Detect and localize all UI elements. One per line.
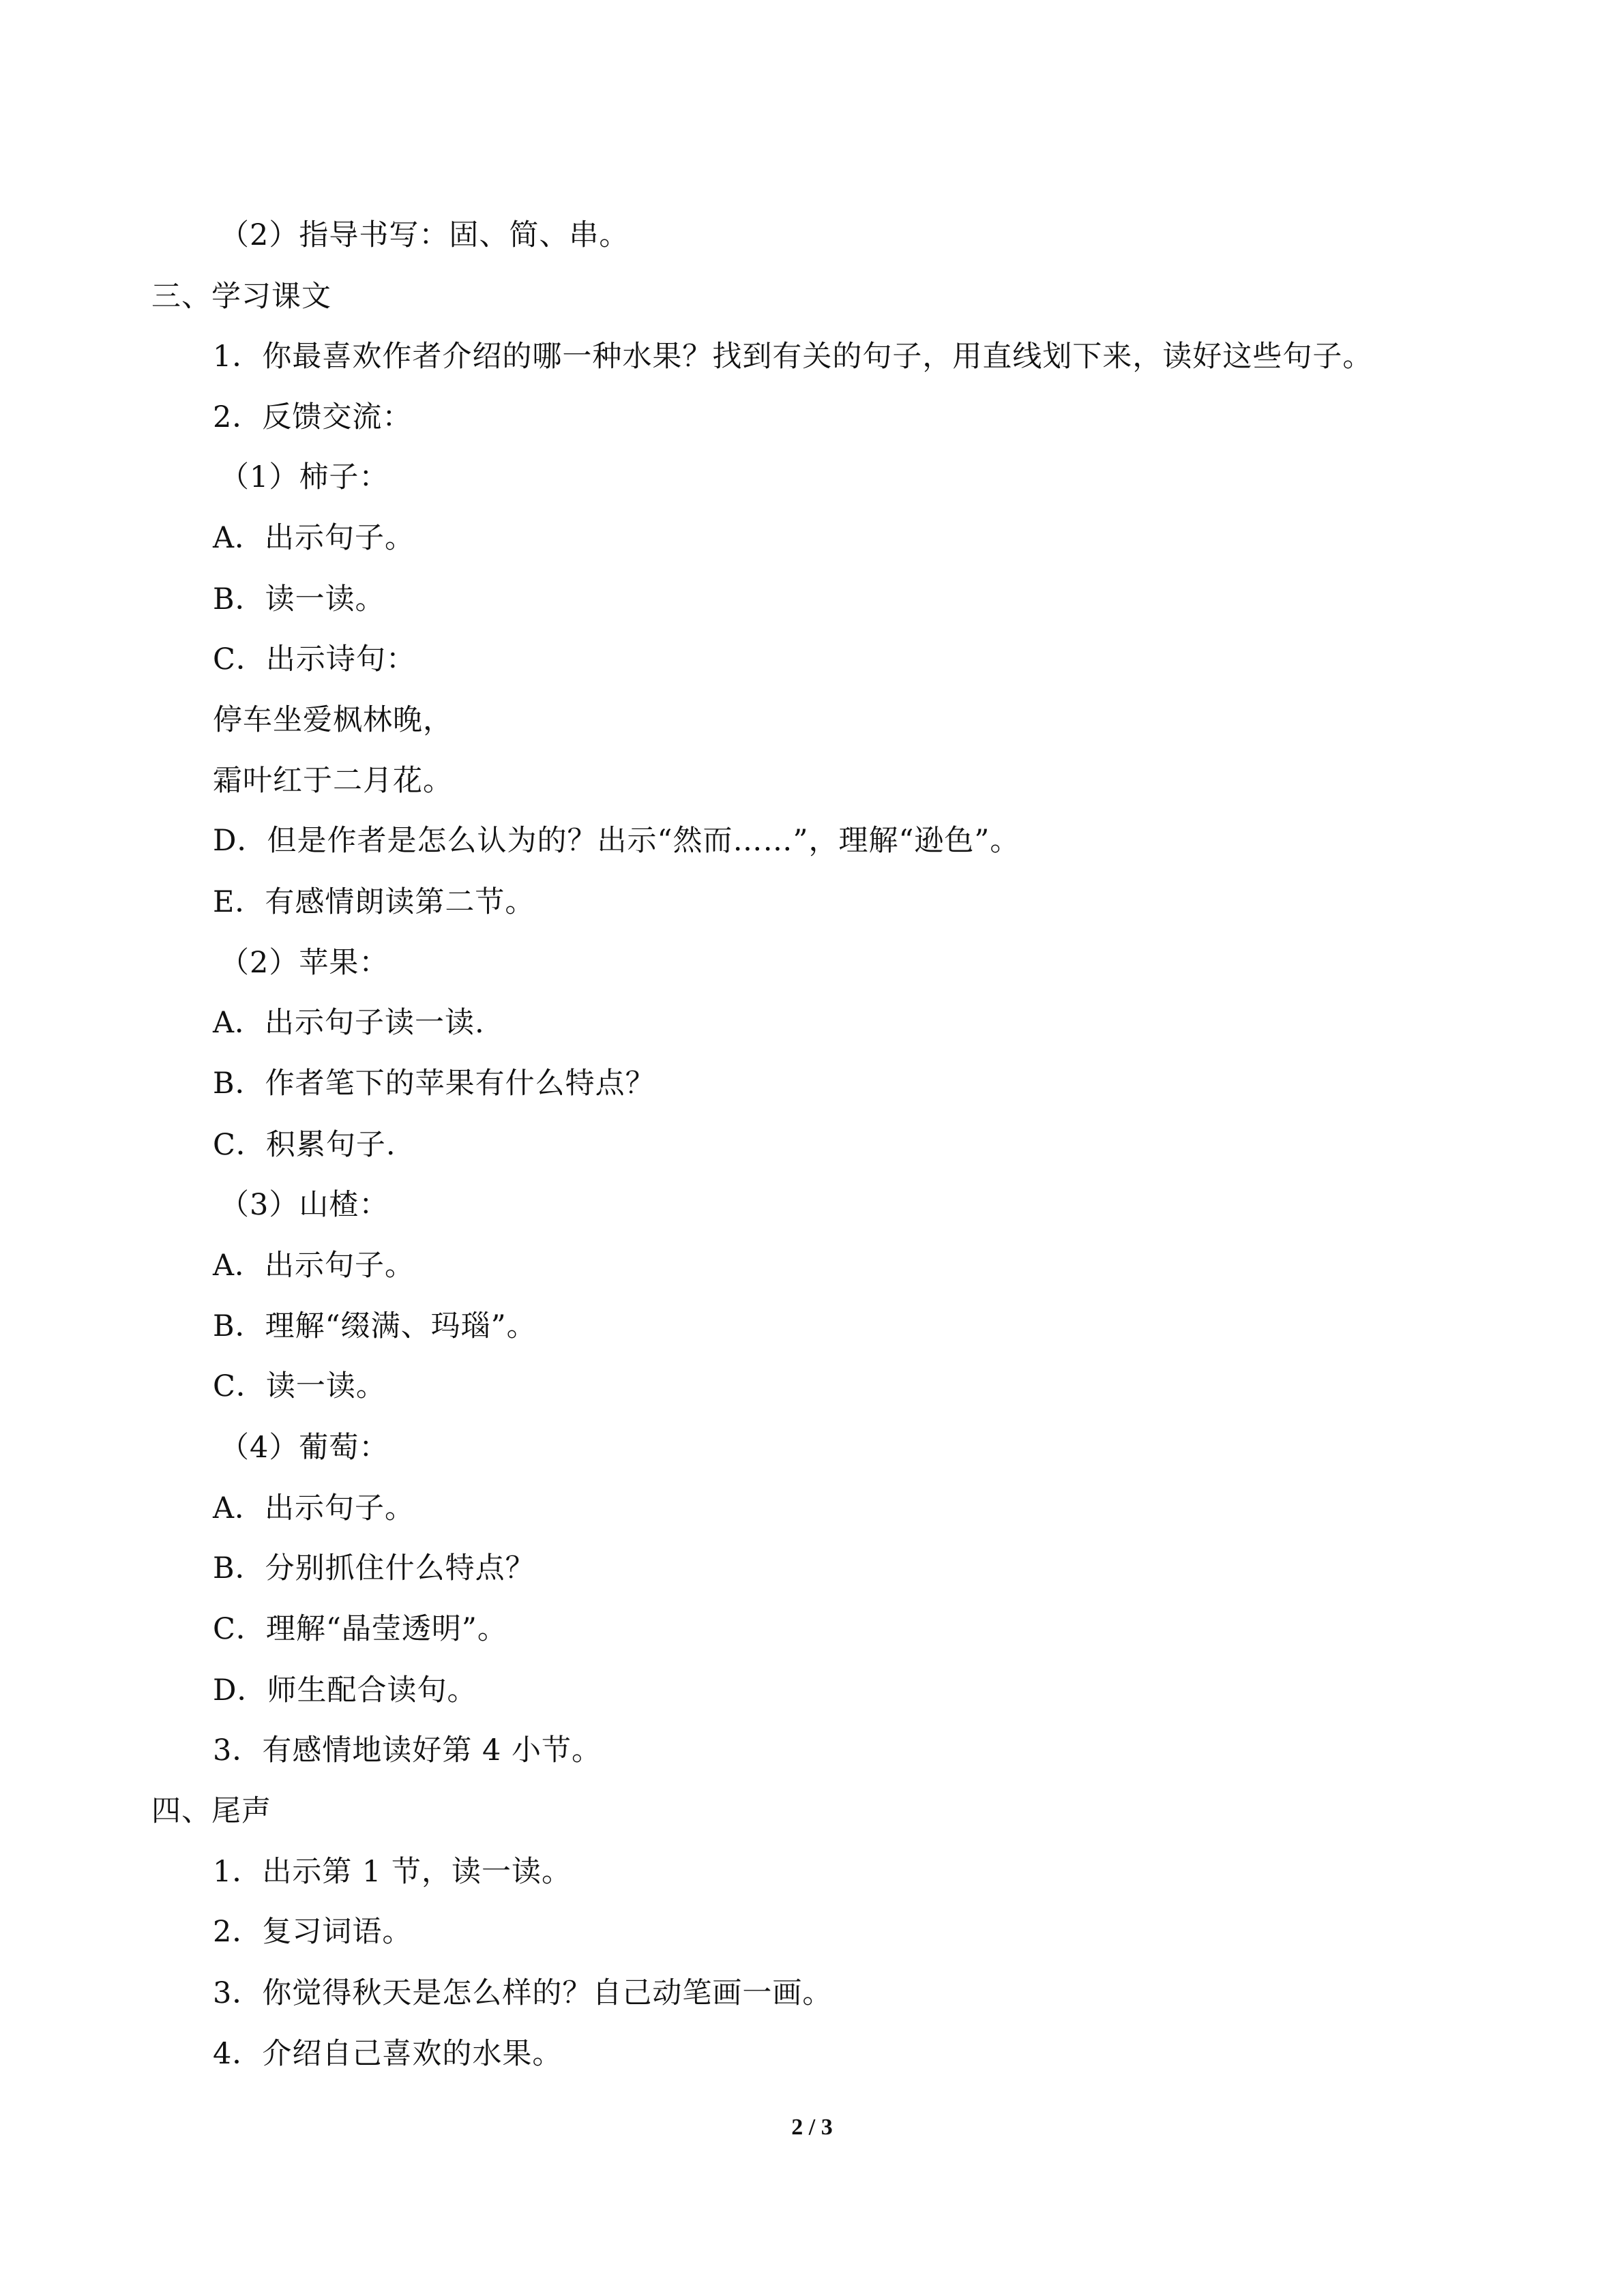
text-line: B．读一读。	[213, 582, 385, 616]
text-line: C．理解“晶莹透明”。	[213, 1612, 507, 1646]
text-line: 4．介绍自己喜欢的水果。	[213, 2037, 563, 2071]
poem-line: 霜叶红于二月花。	[213, 764, 453, 798]
text-line: （1）柿子：	[220, 460, 389, 494]
text-line: E．有感情朗读第二节。	[213, 885, 535, 919]
section-heading: 三、学习课文	[151, 280, 331, 314]
text-line: （2）苹果：	[220, 946, 389, 980]
text-line: C．读一读。	[213, 1369, 386, 1403]
text-line: A．出示句子。	[213, 1491, 415, 1525]
poem-line: 停车坐爱枫林晚，	[213, 703, 453, 737]
text-line: 3．你觉得秋天是怎么样的？自己动笔画一画。	[213, 1976, 833, 2010]
text-line: D．但是作者是怎么认为的？出示“然而……”，理解“逊色”。	[213, 824, 1020, 858]
text-line: 1．出示第 1 节，读一读。	[213, 1855, 572, 1889]
section-heading: 四、尾声	[151, 1794, 271, 1828]
text-line: （4）葡萄：	[220, 1431, 389, 1465]
text-line: B．作者笔下的苹果有什么特点？	[213, 1067, 655, 1101]
text-line: B．理解“缀满、玛瑙”。	[213, 1309, 537, 1343]
text-line: 3．有感情地读好第 4 小节。	[213, 1733, 602, 1768]
text-line: （2）指导书写：固、简、串。	[220, 218, 630, 252]
text-line: A．出示句子。	[213, 1249, 415, 1283]
text-line: C．积累句子.	[213, 1128, 396, 1162]
text-line: 1．你最喜欢作者介绍的哪一种水果？找到有关的句子，用直线划下来，读好这些句子。	[213, 340, 1373, 374]
page-number: 2 / 3	[791, 2115, 833, 2140]
text-line: A．出示句子。	[213, 521, 415, 555]
text-line: D．师生配合读句。	[213, 1673, 477, 1708]
text-line: B．分别抓住什么特点？	[213, 1551, 535, 1585]
text-line: 2．反馈交流：	[213, 400, 413, 434]
text-line: （3）山楂：	[220, 1188, 389, 1222]
text-line: 2．复习词语。	[213, 1915, 413, 1949]
text-line: C．出示诗句：	[213, 642, 416, 676]
text-line: A．出示句子读一读.	[213, 1006, 485, 1040]
